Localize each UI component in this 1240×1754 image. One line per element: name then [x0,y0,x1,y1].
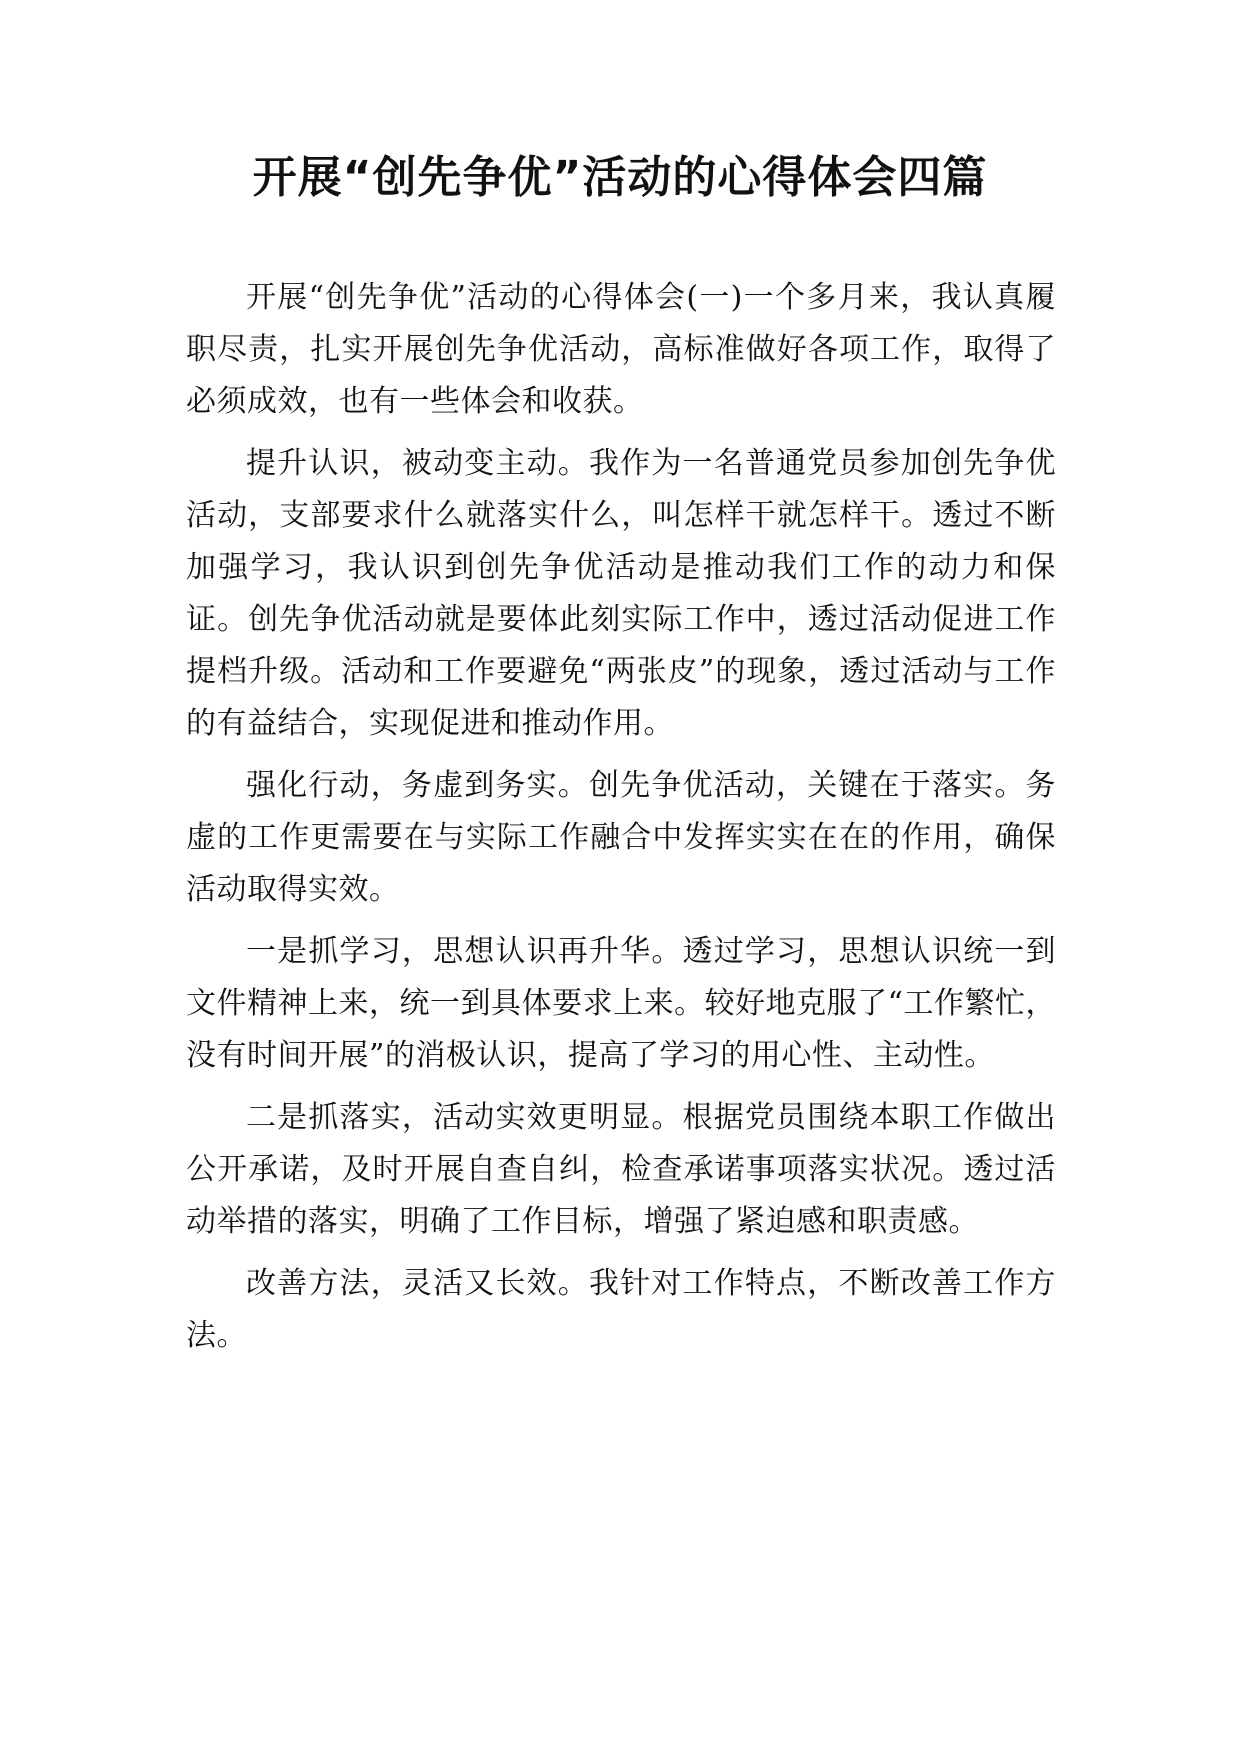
paragraph-implementation: 二是抓落实，活动实效更明显。根据党员围绕本职工作做出公开承诺，及时开展自查自纠，检查承诺事项落实状况。透过活动举措的落实，明确了工作目标，增强了紧迫感和职责感。 [186,1100,1056,1239]
paragraph-study: 一是抓学习，思想认识再升华。透过学习，思想认识统一到文件精神上来，统一到具体要求上来。较好地克服了“工作繁忙，没有时间开展”的消极认识，提高了学习的用心性、主动性。 [186,934,1056,1073]
paragraph-intro: 开展“创先争优”活动的心得体会(一)一个多月来，我认真履职尽责，扎实开展创先争优活动，高标准做好各项工作，取得了必须成效，也有一些体会和收获。 [186,280,1056,419]
document-body [186,272,1056,1372]
paragraph-awareness: 提升认识，被动变主动。我作为一名普通党员参加创先争优活动，支部要求什么就落实什么，叫怎样干就怎样干。透过不断加强学习，我认识到创先争优活动是推动我们工作的动力和保证。创先争优活动就是要体此刻实际工作中，透过活动促进工作提档升级。活动和工作要避免“两张皮”的现象，透过活动与工作的有益结合，实现促进和推动作用。 [186,446,1056,741]
document-title: 开展“创先争优”活动的心得体会四篇 [252,152,988,203]
paragraph-methods: 改善方法，灵活又长效。我针对工作特点，不断改善工作方法。 [186,1266,1056,1353]
paragraph-action: 强化行动，务虚到务实。创先争优活动，关键在于落实。务虚的工作更需要在与实际工作融合中发挥实实在在的作用，确保活动取得实效。 [186,768,1056,907]
